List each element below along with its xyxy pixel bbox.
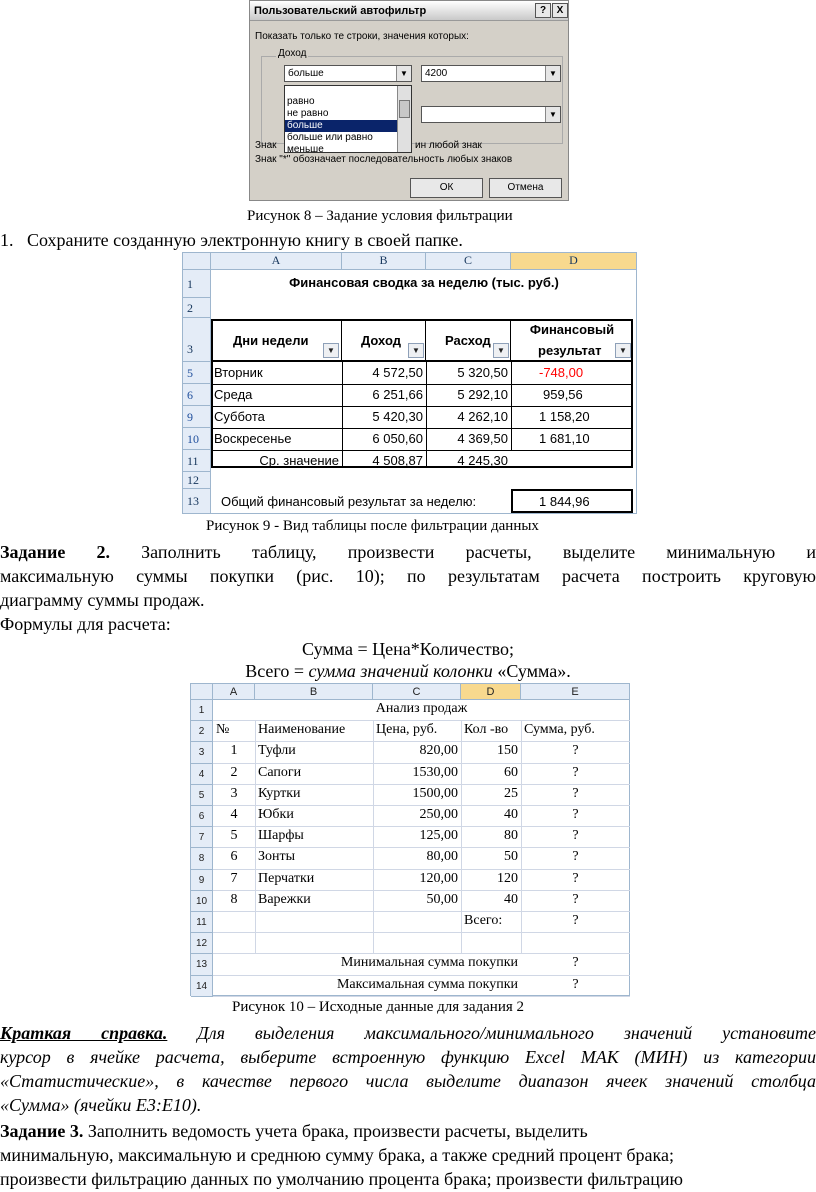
row-num[interactable]: 10 [183,428,211,450]
sum-cell: ? [572,764,579,780]
result-cell: 1 158,20 [539,409,590,424]
total-cell: ? [572,913,579,928]
scroll-thumb[interactable] [399,100,410,118]
max-label: Максимальная сумма покупки [336,976,518,992]
row-number-cell: 7 [230,870,238,886]
product-name-cell: Варежки [258,891,311,907]
row-num[interactable]: 1 [183,270,211,298]
avg-label: Ср. значение [259,453,339,468]
dropdown-scrollbar[interactable] [397,86,411,152]
row-num[interactable]: 7 [191,827,213,848]
sheet-title: Анализ продаж [375,701,468,716]
col-header-d[interactable]: D [511,253,637,270]
row-num[interactable]: 10 [191,891,213,912]
max-cell: ? [572,976,579,992]
col-header-a[interactable]: A [213,684,255,700]
price-cell: 125,00 [419,828,458,844]
min-cell: ? [572,955,579,971]
product-name-cell: Сапоги [258,764,302,780]
select-all-corner[interactable] [191,684,213,700]
operator-select-1[interactable]: больше ▼ [284,65,412,82]
col-header-d[interactable]: D [461,684,521,700]
cancel-button[interactable]: Отмена [489,178,562,198]
avg-expense: 4 245,30 [457,453,508,468]
filtered-table-screenshot [182,252,637,514]
caption-fig10: Рисунок 10 – Исходные данные для задания 2 [232,999,525,1015]
result-cell: 959,56 [543,387,583,402]
header-income: Доход [361,333,401,348]
row-num[interactable]: 2 [183,298,211,318]
product-name-cell: Юбки [258,807,294,822]
qty-cell: 40 [504,807,518,822]
expense-cell: 4 369,50 [457,431,508,446]
qty-cell: 120 [497,870,518,886]
value-select-2[interactable] [421,106,561,123]
help-button[interactable]: ? [535,3,551,18]
header-num: № [216,722,230,738]
option-greater[interactable]: больше [285,120,397,132]
task3-line3: произвести фильтрацию данных по умолчанию процента брака; произвести фильтрацию [0,1169,683,1189]
header-days: Дни недели [233,333,309,348]
hint-2: Знак "*" обозначает последовательность любых знаков [255,154,513,165]
row-num[interactable]: 11 [191,912,213,933]
task3-line2: минимальную, максимальную и среднюю сумму брака, а также средний процент брака; [0,1145,674,1165]
chevron-down-icon[interactable]: ▼ [545,66,560,81]
day-cell: Суббота [214,409,265,424]
result-cell-negative: -748,00 [539,365,584,380]
col-header-c[interactable]: C [373,684,461,700]
row-num[interactable]: 9 [191,870,213,891]
row-num[interactable]: 14 [191,976,213,997]
sales-sheet-screenshot [190,683,630,996]
task2-line3: диаграмму суммы продаж. [0,590,205,610]
day-cell: Воскресенье [214,431,292,446]
min-label: Минимальная сумма покупки [340,955,518,971]
custom-autofilter-dialog [249,0,569,201]
dialog-title: Пользовательский автофильтр [250,1,568,21]
price-cell: 50,00 [426,891,458,907]
close-button[interactable]: X [552,3,568,18]
row-num[interactable]: 8 [191,848,213,869]
expense-cell: 5 292,10 [457,387,508,402]
col-header-e[interactable]: E [521,684,630,700]
income-cell: 6 251,66 [372,387,423,402]
price-cell: 80,00 [426,849,458,865]
row-num[interactable]: 5 [183,362,211,384]
task2-line2: максимальную суммы покупки (рис. 10); по результатам расчета построить круговую [0,566,816,586]
row-num[interactable]: 13 [191,954,213,975]
row-num[interactable]: 6 [191,806,213,827]
header-price: Цена, руб. [376,722,438,738]
expense-cell: 5 320,50 [457,365,508,380]
qty-cell: 40 [504,891,518,907]
operator-dropdown-list[interactable] [284,85,412,153]
row-num[interactable]: 9 [183,406,211,428]
filter-active-icon[interactable]: ▼ [408,343,424,358]
sum-cell: ? [572,849,579,865]
row-num[interactable]: 2 [191,721,213,742]
product-name-cell: Зонты [258,849,296,865]
price-cell: 120,00 [419,870,458,886]
day-cell: Среда [214,387,253,402]
price-cell: 820,00 [419,743,458,759]
filter-dropdown-icon[interactable]: ▼ [493,343,509,358]
col-header-b[interactable]: B [342,253,426,270]
step-save: 1. Сохраните созданную электронную книгу в своей папке. [0,230,463,250]
product-name-cell: Перчатки [258,870,315,886]
day-cell: Вторник [214,365,263,380]
select-all-corner[interactable] [183,253,211,270]
option-greater-equal[interactable]: больше или равно [287,132,373,143]
sum-cell: ? [572,785,579,801]
qty-cell: 80 [504,828,518,844]
task3-line1: Задание 3. Заполнить ведомость учета брака, произвести расчеты, выделить [0,1121,588,1141]
row-num[interactable]: 1 [191,700,213,721]
price-cell: 1500,00 [412,785,458,801]
income-cell: 5 420,30 [372,409,423,424]
total-cell: 1 844,96 [539,494,590,509]
total-label: Всего: [464,913,503,928]
sum-cell: ? [572,807,579,822]
row-num[interactable]: 11 [183,450,211,472]
chevron-down-icon[interactable]: ▼ [545,107,560,122]
sum-cell: ? [572,870,579,886]
header-sum: Сумма, руб. [524,722,595,738]
row-number-cell: 4 [230,807,238,822]
price-cell: 250,00 [419,807,458,822]
formulas-label: Формулы для расчета: [0,614,171,634]
row-num[interactable]: 12 [191,933,213,954]
product-name-cell: Куртки [258,785,301,801]
table-title: Финансовая сводка за неделю (тыс. руб.) [289,275,559,290]
product-name-cell: Шарфы [258,828,304,844]
value-select-1[interactable]: 4200 ▼ [421,65,561,82]
row-number-cell: 5 [230,828,238,844]
filter-dropdown-icon[interactable]: ▼ [323,343,339,358]
qty-cell: 60 [504,764,518,780]
row-number-cell: 8 [230,891,238,907]
row-num[interactable]: 6 [183,384,211,406]
income-cell: 4 572,50 [372,365,423,380]
header-name: Наименование [258,722,346,738]
ref-line4: «Сумма» (ячейки E3:E10). [0,1095,202,1115]
row-num[interactable]: 5 [191,785,213,806]
filter-dropdown-icon[interactable]: ▼ [615,343,631,358]
row-number-cell: 3 [230,785,238,801]
result-cell: 1 681,10 [539,431,590,446]
header-result-1: Финансовый [529,322,615,337]
col-header-b[interactable]: B [255,684,373,700]
chevron-down-icon[interactable]: ▼ [396,66,411,81]
row-num[interactable]: 4 [191,764,213,785]
income-cell: 6 050,60 [372,431,423,446]
ref-line2: курсор в ячейке расчета, выберите встроенную функцию Excel МАК (МИН) из категории [0,1047,816,1067]
row-number-cell: 2 [230,764,238,780]
sum-cell: ? [572,891,579,907]
formula-total: Всего = сумма значений колонки «Сумма». [245,661,571,681]
row-num[interactable]: 3 [183,318,211,362]
row-num[interactable]: 3 [191,742,213,763]
avg-income: 4 508,87 [372,453,423,468]
col-header-c[interactable]: C [426,253,511,270]
formula-sum: Сумма = Цена*Количество; [302,639,514,659]
row-num[interactable]: 12 [183,472,211,489]
option-equal[interactable]: равно [287,96,315,107]
caption-fig9: Рисунок 9 - Вид таблицы после фильтрации данных [206,518,539,534]
row-number-cell: 1 [230,743,238,759]
ref-line1: Краткая справка. Для выделения максимального/минимального значений установите [0,1023,816,1043]
price-cell: 1530,00 [412,764,458,780]
caption-fig8: Рисунок 8 – Задание условия фильтрации [247,208,513,224]
col-header-a[interactable]: A [211,253,342,270]
qty-cell: 50 [504,849,518,865]
row-num[interactable]: 13 [183,489,211,514]
sum-cell: ? [572,743,579,759]
option-not-equal[interactable]: не равно [287,108,329,119]
total-label: Общий финансовый результат за неделю: [221,494,477,509]
qty-cell: 150 [497,743,518,759]
header-expense: Расход [445,333,491,348]
hint-1-end: ин любой знак [415,140,482,151]
task2-line1: Задание 2. Заполнить таблицу, произвести расчеты, выделите минимальную и [0,542,816,562]
ref-line3: «Статистические», в качестве первого числа выделите диапазон ячеек значений столбца [0,1071,816,1091]
header-qty: Кол -во [464,722,509,738]
product-name-cell: Туфли [258,743,296,759]
hint-1-start: Знак [255,140,277,151]
sum-cell: ? [572,828,579,844]
header-result-2: результат [538,343,602,358]
ok-button[interactable]: ОК [410,178,483,198]
show-rows-label: Показать только те строки, значения которых: [255,31,469,42]
group-label: Доход [278,48,307,59]
expense-cell: 4 262,10 [457,409,508,424]
qty-cell: 25 [504,785,518,801]
row-number-cell: 6 [230,849,238,865]
option-less[interactable]: меньше [287,144,324,152]
